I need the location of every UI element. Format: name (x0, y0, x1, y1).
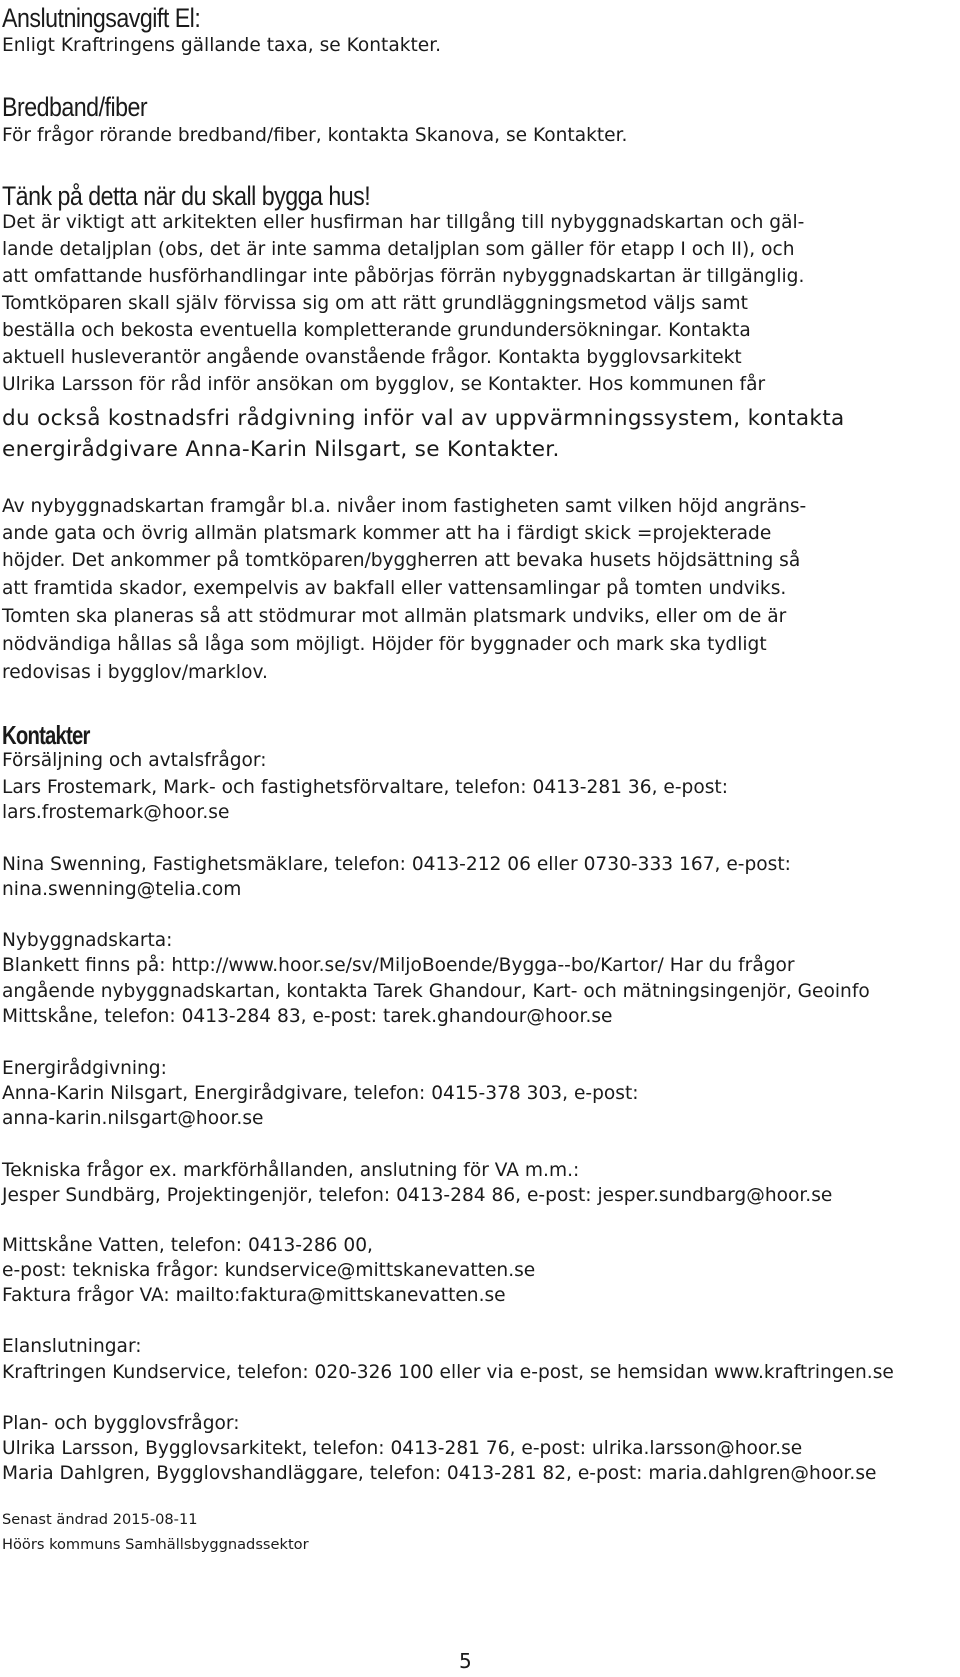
tank-line: Tomtköparen skall själv förvissa sig om att rätt grundläggningsmetod väljs samt (2, 293, 748, 314)
tank-line: Ulrika Larsson för råd inför ansökan om bygglov, se Kontakter. Hos kommunen får (2, 374, 766, 395)
contact-label: Elanslutningar: (2, 1336, 142, 1357)
contact-email: lars.frostemark@hoor.se (2, 802, 230, 823)
contact-line: Anna-Karin Nilsgart, Energirådgivare, telefon: 0415-378 303, e-post: (2, 1083, 639, 1104)
contact-label: Nybyggnadskarta: (2, 930, 173, 951)
heading-bredband-fiber: Bredband/fiber (2, 92, 148, 122)
nybyggnad-line: nödvändiga hållas så låga som möjligt. Höjder för byggnader och mark ska tydligt (2, 634, 767, 655)
heading-kontakter: Kontakter (2, 720, 90, 750)
contact-line: Nina Swenning, Fastighetsmäklare, telefon: 0413-212 06 eller 0730-333 167, e-post: (2, 854, 791, 875)
tank-line-large: du också kostnadsfri rådgivning inför val av uppvärmningssystem, kontakta (2, 406, 845, 431)
contact-line: Ulrika Larsson, Bygglovsarkitekt, telefon: 0413-281 76, e-post: ulrika.larsson@hoor.se (2, 1438, 803, 1459)
contact-email: nina.swenning@telia.com (2, 879, 242, 900)
tank-line: beställa och bekosta eventuella kompletterande grundundersökningar. Kontakta (2, 320, 751, 341)
contact-line: Maria Dahlgren, Bygglovshandläggare, telefon: 0413-281 82, e-post: maria.dahlgren@hoor.se (2, 1463, 877, 1484)
contact-line: Lars Frostemark, Mark- och fastighetsförvaltare, telefon: 0413-281 36, e-post: (2, 777, 728, 798)
contact-line: Faktura frågor VA: mailto:faktura@mittskanevatten.se (2, 1285, 506, 1306)
nybyggnad-line: redovisas i bygglov/marklov. (2, 662, 268, 683)
contact-label: Energirådgivning: (2, 1058, 167, 1079)
contact-line: e-post: tekniska frågor: kundservice@mittskanevatten.se (2, 1260, 536, 1281)
tank-line: Det är viktigt att arkitekten eller husfirman har tillgång till nybyggnadskartan och gäl- (2, 212, 805, 233)
nybyggnad-line: Av nybyggnadskartan framgår bl.a. nivåer inom fastigheten samt vilken höjd angräns- (2, 496, 807, 517)
nybyggnad-line: att framtida skador, exempelvis av bakfall eller vattensamlingar på tomten undviks. (2, 578, 787, 599)
nybyggnad-line: Tomten ska planeras så att stödmurar mot allmän platsmark undviks, eller om de är (2, 606, 787, 627)
nybyggnad-line: höjder. Det ankommer på tomtköparen/byggherren att bevaka husets höjdsättning så (2, 550, 801, 571)
page-number: 5 (459, 1649, 472, 1673)
heading-anslutningsavgift-el: Anslutningsavgift El: (2, 3, 201, 33)
bredband-text: För frågor rörande bredband/fiber, kontakta Skanova, se Kontakter. (2, 125, 628, 146)
contact-email: anna-karin.nilsgart@hoor.se (2, 1108, 264, 1129)
contact-line: Mittskåne Vatten, telefon: 0413-286 00, (2, 1235, 373, 1256)
tank-line: aktuell husleverantör angående ovanstående frågor. Kontakta bygglovsarkitekt (2, 347, 742, 368)
contact-line: Kraftringen Kundservice, telefon: 020-326 100 eller via e-post, se hemsidan www.kraftringen.se (2, 1362, 894, 1383)
contact-label: Plan- och bygglovsfrågor: (2, 1413, 240, 1434)
contact-line: Jesper Sundbärg, Projektingenjör, telefon: 0413-284 86, e-post: jesper.sundbarg@hoor.se (2, 1185, 833, 1206)
tank-line-large: energirådgivare Anna-Karin Nilsgart, se Kontakter. (2, 437, 560, 462)
nybyggnad-line: ande gata och övrig allmän platsmark kommer att ha i färdigt skick =projekterade (2, 523, 772, 544)
tank-line: lande detaljplan (obs, det är inte samma detaljplan som gäller för etapp I och II), och (2, 239, 795, 260)
contact-line: angående nybyggnadskartan, kontakta Tarek Ghandour, Kart- och mätningsingenjör, Geoinfo (2, 981, 870, 1002)
el-text: Enligt Kraftringens gällande taxa, se Kontakter. (2, 35, 442, 56)
contact-label: Tekniska frågor ex. markförhållanden, anslutning för VA m.m.: (2, 1160, 580, 1181)
footer-updated: Senast ändrad 2015-08-11 (2, 1511, 198, 1528)
footer-organization: Höörs kommuns Samhällsbyggnadssektor (2, 1536, 309, 1553)
contact-line: Mittskåne, telefon: 0413-284 83, e-post: tarek.ghandour@hoor.se (2, 1006, 613, 1027)
tank-line: att omfattande husförhandlingar inte påbörjas förrän nybyggnadskartan är tillgänglig. (2, 266, 805, 287)
contact-label: Försäljning och avtalsfrågor: (2, 750, 267, 771)
contact-line: Blankett finns på: http://www.hoor.se/sv/MiljoBoende/Bygga--bo/Kartor/ Har du frågor (2, 955, 795, 976)
heading-tank-pa-detta: Tänk på detta när du skall bygga hus! (2, 181, 371, 211)
